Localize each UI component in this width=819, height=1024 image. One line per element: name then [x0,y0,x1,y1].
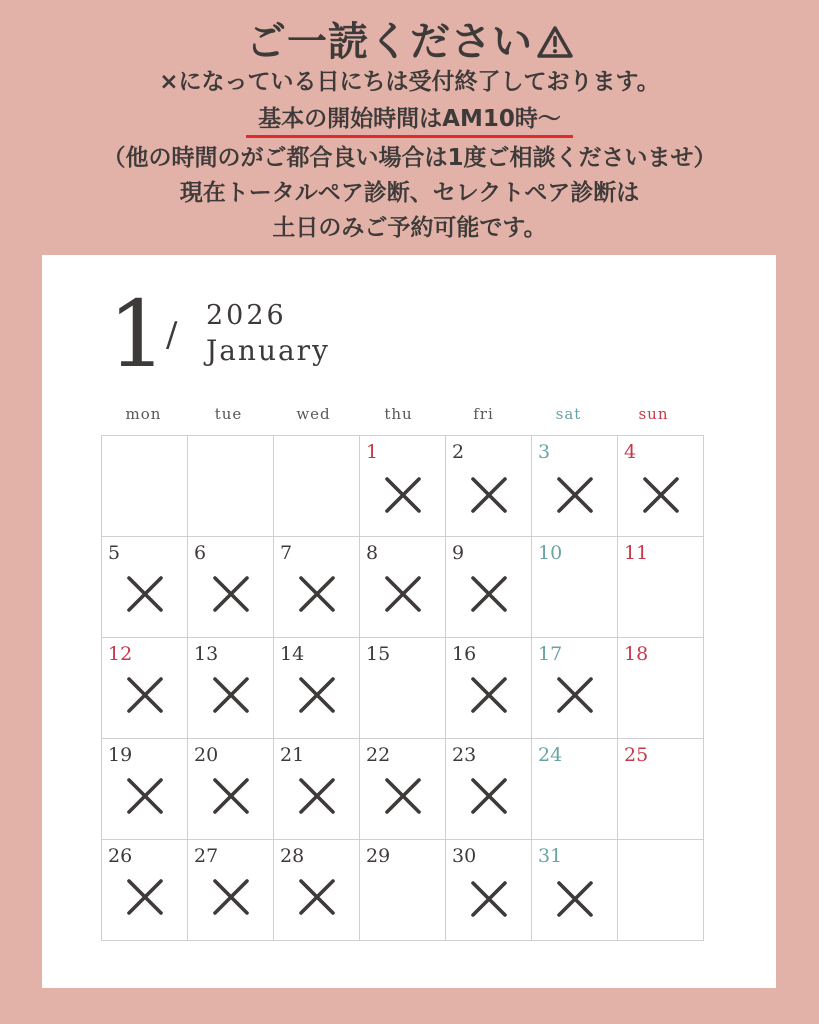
day-number: 3 [538,441,551,463]
day-number: 4 [624,441,637,463]
day-cell-30 [446,840,532,941]
day-cell-21 [274,739,360,840]
cross-icon [126,575,164,613]
day-number: 11 [624,542,649,564]
calendar-week-row [102,739,704,840]
cross-icon [470,676,508,714]
day-number: 7 [280,542,293,564]
weekday-label-fri: fri [473,405,494,423]
day-number: 17 [538,643,563,665]
cross-icon [126,676,164,714]
weekday-label-sat: sat [555,405,582,423]
calendar-week-row [102,436,704,537]
day-cell-24 [532,739,618,840]
empty-day-cell [274,436,360,537]
day-cell-8 [360,537,446,638]
notice-line-weekends: 土日のみご予約可能です。 [272,215,547,241]
day-cell-15 [360,638,446,739]
cross-icon [470,777,508,815]
cross-icon [470,476,508,514]
day-number: 24 [538,744,563,766]
cross-icon [298,575,336,613]
day-cell-9 [446,537,532,638]
day-number: 1 [366,441,379,463]
notice-title-text: ご一読ください [246,19,533,65]
cross-icon [556,676,594,714]
day-number: 15 [366,643,391,665]
day-number: 30 [452,845,477,867]
calendar-year: 2026 [206,300,287,331]
notice-line-diagnosis: 現在トータルペア診断、セレクトペア診断は [179,180,640,206]
cross-icon [298,878,336,916]
cross-icon [384,575,422,613]
day-number: 5 [108,542,121,564]
day-number: 19 [108,744,133,766]
day-cell-28 [274,840,360,941]
weekday-label-tue: tue [214,405,243,423]
day-cell-11 [618,537,704,638]
day-cell-26 [102,840,188,941]
day-number: 23 [452,744,477,766]
cross-icon [212,878,250,916]
day-cell-27 [188,840,274,941]
day-number: 18 [624,643,649,665]
day-cell-10 [532,537,618,638]
day-number: 6 [194,542,207,564]
day-number: 8 [366,542,379,564]
cross-icon [298,676,336,714]
month-name: January [206,334,330,367]
day-cell-23 [446,739,532,840]
day-number: 25 [624,744,649,766]
day-cell-25 [618,739,704,840]
day-cell-31 [532,840,618,941]
day-cell-13 [188,638,274,739]
day-number: 22 [366,744,391,766]
weekday-label-mon: mon [125,405,162,423]
cross-icon [556,476,594,514]
calendar-week-row [102,638,704,739]
day-cell-5 [102,537,188,638]
empty-day-cell [188,436,274,537]
month-number: 1 [108,281,167,388]
cross-icon [642,476,680,514]
day-cell-12 [102,638,188,739]
day-number: 31 [538,845,563,867]
day-cell-2 [446,436,532,537]
weekday-label-sun: sun [638,405,669,423]
cross-icon [384,476,422,514]
day-number: 13 [194,643,219,665]
notice-line-start-time [0,103,819,135]
day-number: 20 [194,744,219,766]
day-cell-29 [360,840,446,941]
weekday-label-thu: thu [384,405,413,423]
day-number: 14 [280,643,305,665]
day-number: 9 [452,542,465,564]
calendar-week-row [102,840,704,941]
day-number: 26 [108,845,133,867]
day-cell-18 [618,638,704,739]
calendar-week-row [102,537,704,638]
day-cell-22 [360,739,446,840]
notice-line-consult: （他の時間のがご都合良い場合は1度ご相談くださいませ） [102,145,717,171]
day-cell-20 [188,739,274,840]
weekday-label-wed: wed [296,405,331,423]
cross-icon [556,880,594,918]
day-cell-17 [532,638,618,739]
day-cell-7 [274,537,360,638]
start-time-text: 基本の開始時間はAM10時〜 [246,103,573,135]
day-number: 12 [108,643,133,665]
day-cell-19 [102,739,188,840]
cross-icon [212,777,250,815]
cross-icon [470,575,508,613]
cross-icon [126,878,164,916]
day-cell-3 [532,436,618,537]
month-slash: / [166,315,178,355]
day-cell-1 [360,436,446,537]
calendar-grid [101,435,704,941]
day-cell-16 [446,638,532,739]
day-number: 29 [366,845,391,867]
cross-icon [384,777,422,815]
day-number: 21 [280,744,305,766]
day-number: 27 [194,845,219,867]
day-cell-14 [274,638,360,739]
cross-icon [470,880,508,918]
cross-icon [212,575,250,613]
day-number: 28 [280,845,305,867]
notice-title [0,14,819,74]
cross-icon [298,777,336,815]
day-number: 16 [452,643,477,665]
cross-icon [212,676,250,714]
day-number: 2 [452,441,465,463]
cross-icon [126,777,164,815]
day-cell-4 [618,436,704,537]
empty-day-cell [102,436,188,537]
empty-day-cell [618,840,704,941]
day-cell-6 [188,537,274,638]
notice-line-closed: ×になっている日にちは受付終了しております。 [159,69,660,95]
day-number: 10 [538,542,563,564]
